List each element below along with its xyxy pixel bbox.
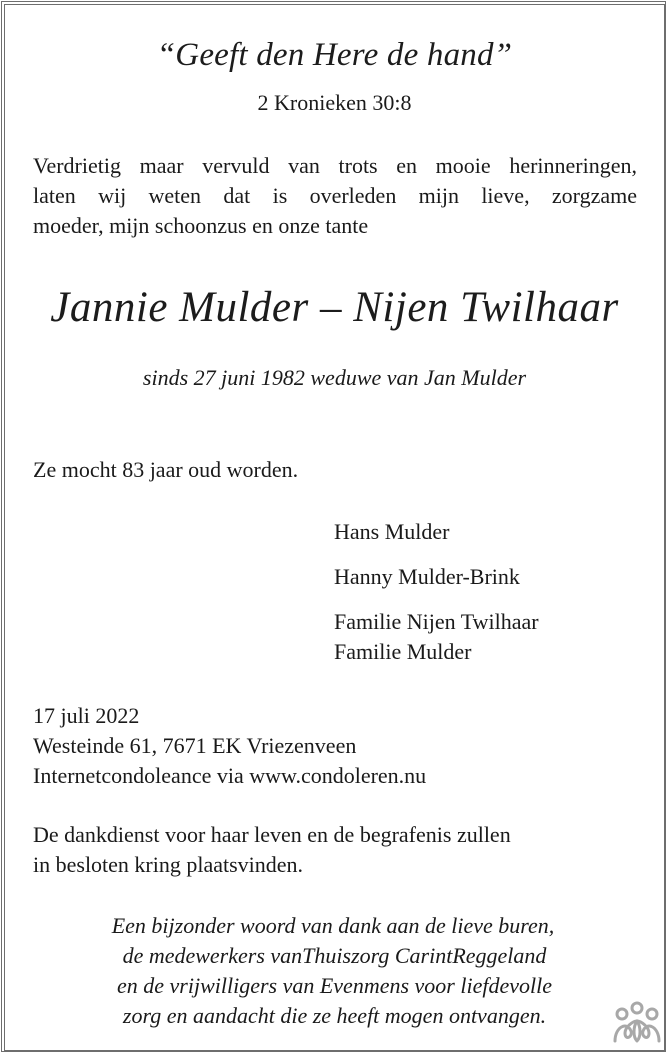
relatives-list (334, 517, 539, 667)
thanks-line: en de vrijwilligers van Evenmens voor liefdevolle (117, 973, 552, 998)
service-line: in besloten kring plaatsvinden. (33, 852, 304, 877)
service-paragraph (33, 820, 511, 880)
intro-line: Verdrietig maar vervuld van trots en mooie herinneringen, (33, 153, 637, 178)
widow-line: sinds 27 juni 1982 weduwe van Jan Mulder (142, 365, 527, 390)
family-icon (611, 1001, 663, 1043)
relative-name: Hanny Mulder-Brink (334, 564, 520, 589)
thanks-line: Een bijzonder woord van dank aan de lieve buren, (111, 913, 555, 938)
relative-name: Familie Nijen Twilhaar (334, 609, 539, 634)
relative-name: Hans Mulder (334, 519, 450, 544)
thanks-paragraph (0, 911, 669, 1031)
intro-line: laten wij weten dat is overleden mijn lieve, zorgzame (33, 183, 637, 208)
service-line: De dankdienst voor haar leven en de begrafenis zullen (33, 822, 511, 847)
relative-name: Familie Mulder (334, 639, 472, 664)
address-line: Westeinde 61, 7671 EK Vriezenveen (33, 733, 357, 758)
condolence-line: Internetcondoleance via www.condoleren.nu (33, 763, 427, 788)
date-line: 17 juli 2022 (33, 703, 140, 728)
verse-reference: 2 Kronieken 30:8 (257, 90, 412, 115)
thanks-line: de medewerkers vanThuiszorg CarintReggeland (122, 943, 547, 968)
motto-quote: “Geeft den Here de hand” (156, 37, 513, 73)
thanks-line: zorg en aandacht die ze heeft mogen ontvangen. (122, 1003, 547, 1028)
intro-paragraph (33, 151, 637, 241)
age-line: Ze mocht 83 jaar oud worden. (33, 457, 299, 482)
intro-line: moeder, mijn schoonzus en onze tante (33, 213, 369, 238)
deceased-name: Jannie Mulder – Nijen Twilhaar (50, 284, 619, 331)
contact-info (33, 701, 426, 791)
